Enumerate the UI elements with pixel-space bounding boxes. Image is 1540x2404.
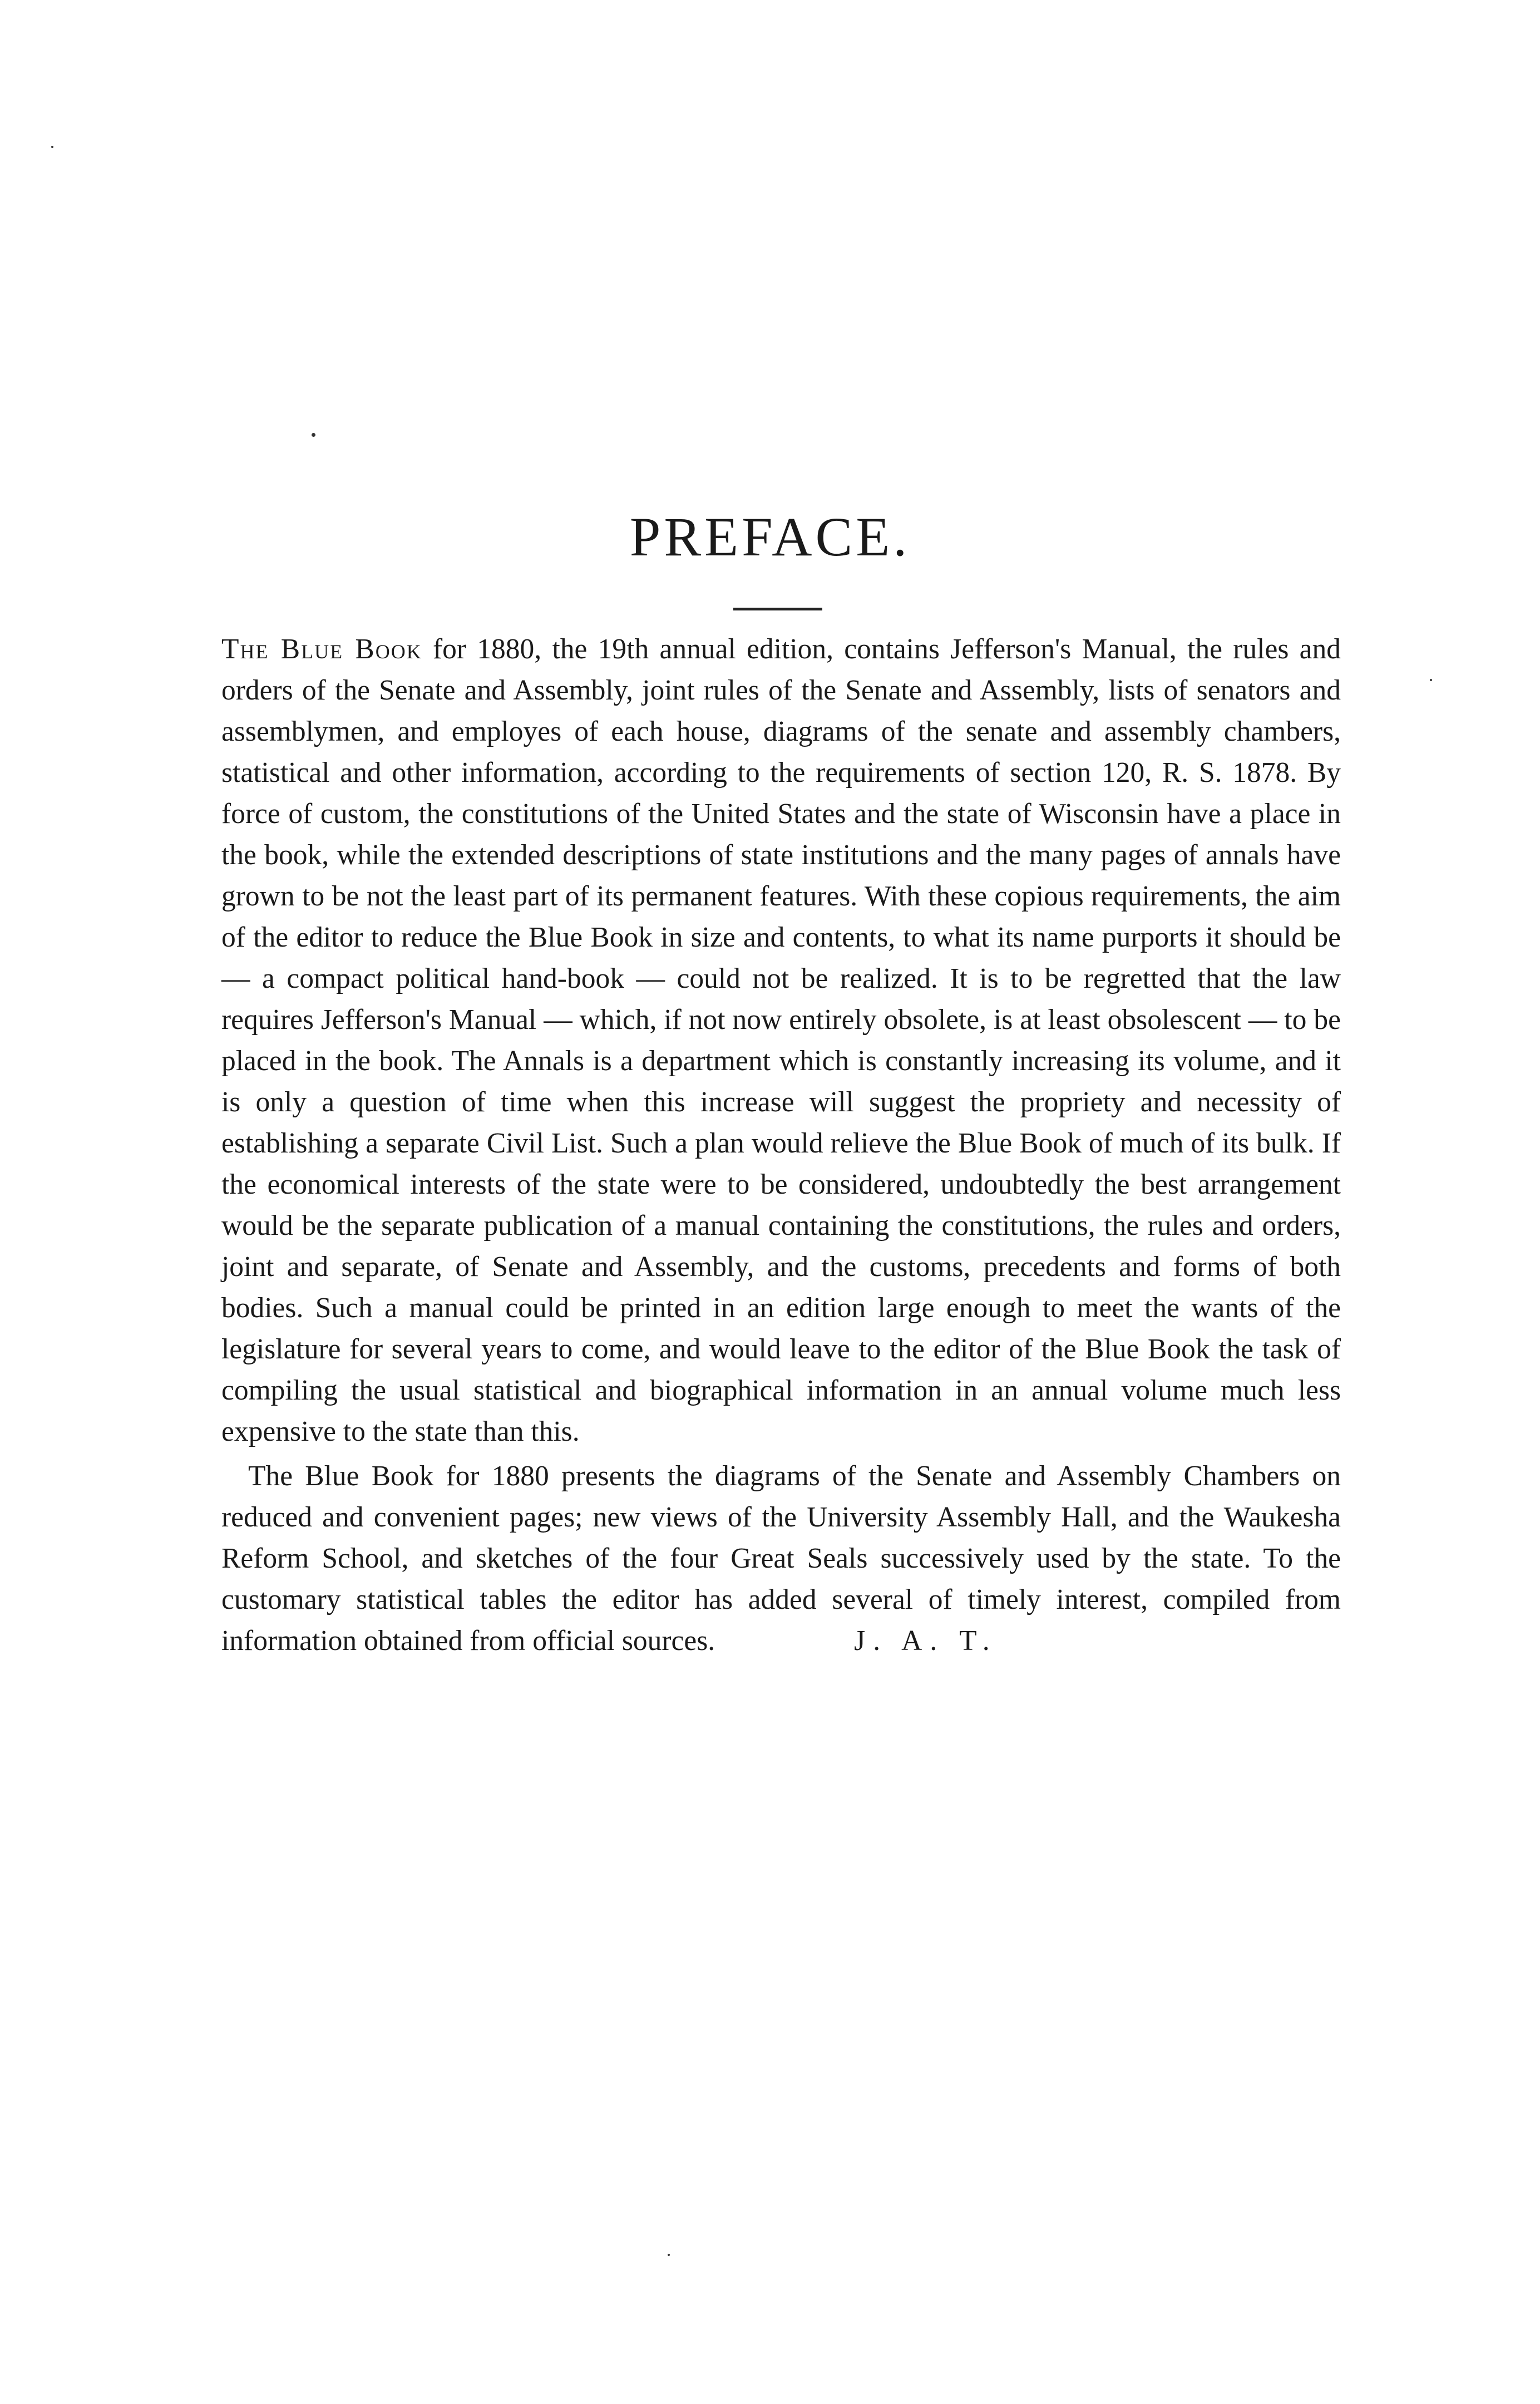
page-title: PREFACE.	[629, 506, 911, 568]
paragraph-1-text: for 1880, the 19th annual edition, contains Jefferson's Manual, the rules and orders of the Senate and Assembly, joint rules of the Senate and Assembly, lists of senators and assemblymen, and employes of each house, diagrams of the senate and assembly chambers, statistical and other information, according to the requirements of section 120, R. S. 1878. By force of custom, the constitutions of the United States and the state of Wisconsin have a place in the book, while the extended descriptions of state institutions and the many pages of annals have grown to be not the least part of its permanent features. With these copious requirements, the aim of the editor to reduce the Blue Book in size and contents, to what its name purports it should be — a compact political hand-book — could not be realized. It is to be regretted that the law requires Jefferson's Manual — which, if not now entirely obsolete, is at least obsolescent — to be placed in the book. The Annals is a department which is constantly increasing its volume, and it is only a question of time when this increase will suggest the propriety and necessity of establishing a separate Civil List. Such a plan would relieve the Blue Book of much of its bulk. If the economical interests of the state were to be considered, undoubtedly the best arrangement would be the separate publication of a manual containing the constitutions, the rules and orders, joint and separate, of Senate and Assembly, and the customs, precedents and forms of both bodies. Such a manual could be printed in an edition large enough to meet the wants of the legislature for several years to come, and would leave to the editor of the Blue Book the task of compiling the usual statistical and biographical information in an annual volume much less expensive to the state than this.	[221, 633, 1341, 1447]
paper-speck	[51, 146, 53, 148]
preface-paragraph-1	[221, 629, 1341, 1452]
paragraph-lead-smallcaps: The Blue Book	[221, 633, 422, 665]
paper-speck	[1430, 679, 1432, 681]
title-divider-rule	[733, 608, 822, 610]
preface-body	[221, 629, 1341, 1662]
paper-speck	[668, 2254, 670, 2256]
paragraph-2-text: The Blue Book for 1880 presents the diagrams of the Senate and Assembly Chambers on reduced and convenient pages; new views of the University Assembly Hall, and the Waukesha Reform School, and sketches of the four Great Seals successively used by the state. To the customary statistical tables the editor has added several of timely interest, compiled from information obtained from official sources.	[221, 1460, 1341, 1657]
preface-paragraph-2	[221, 1456, 1341, 1662]
paper-speck	[312, 433, 315, 437]
author-initials: J. A. T.	[854, 1625, 998, 1657]
